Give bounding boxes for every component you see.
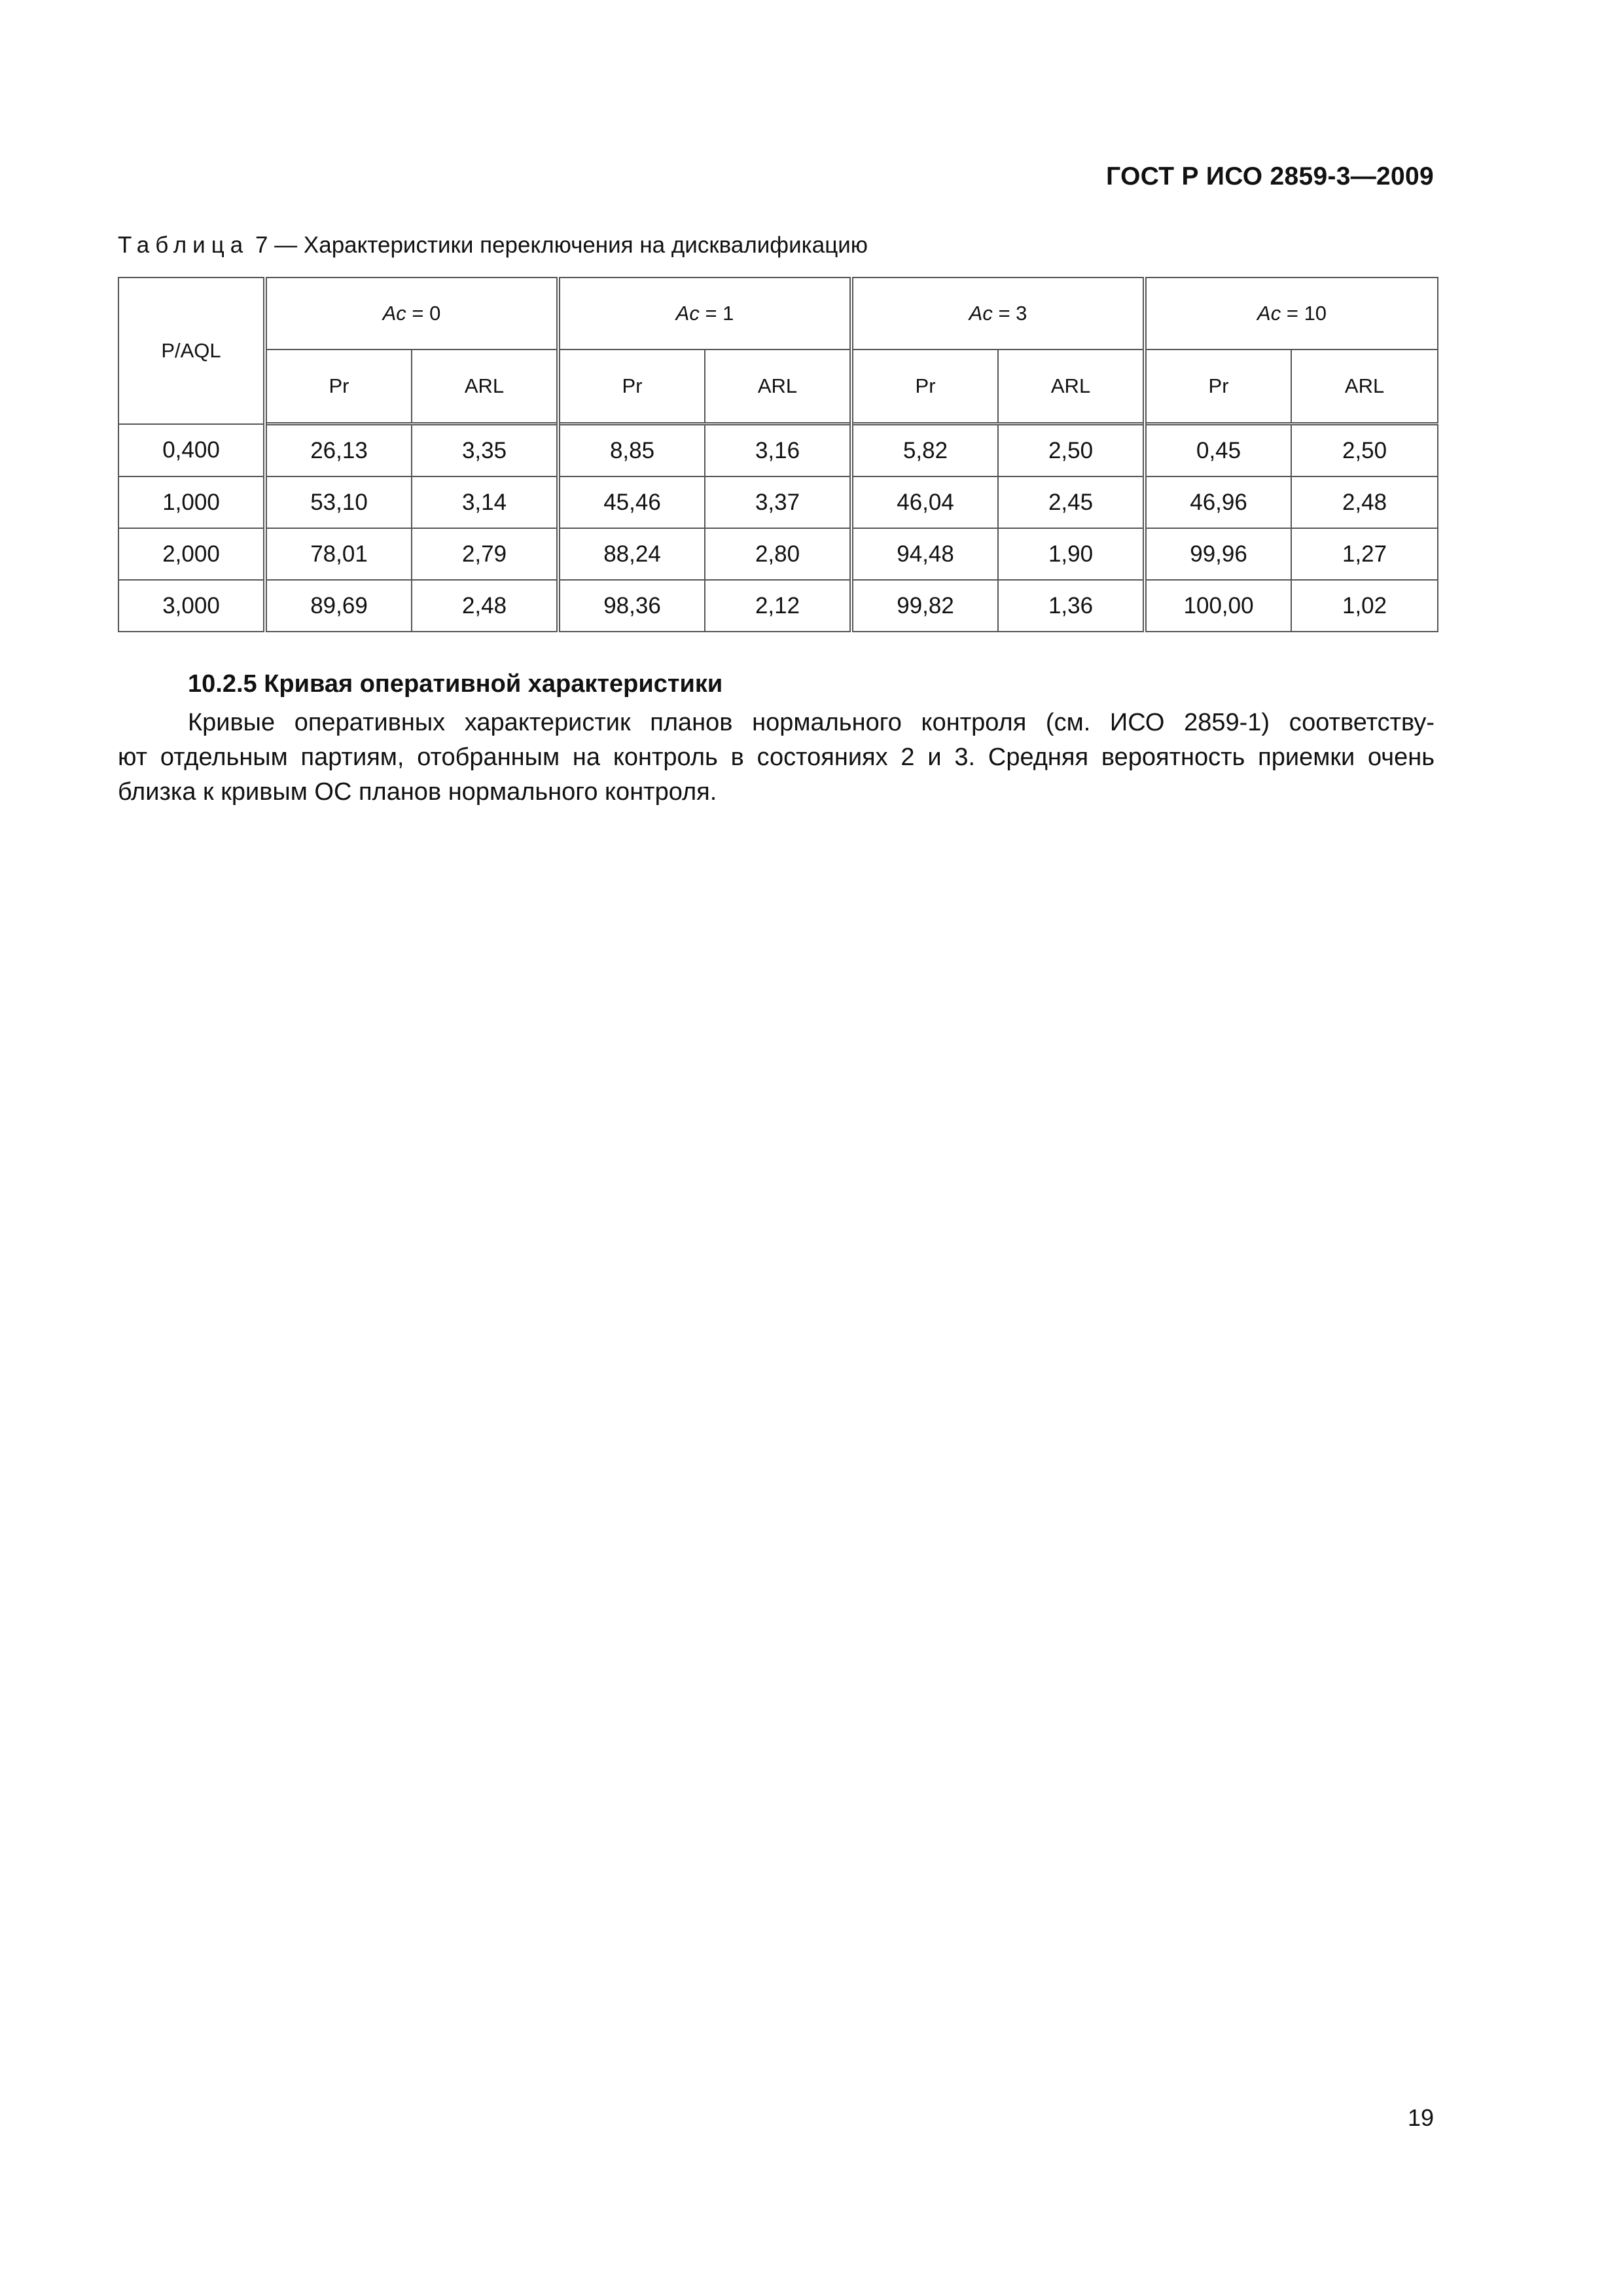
cell-value: 3,14 (412, 476, 558, 528)
group-header-ac-1: Ac = 1 (558, 278, 851, 350)
subheader-pr: Pr (265, 350, 412, 424)
paragraph-line: близка к кривым ОС планов нормального контроля. (118, 778, 717, 806)
cell-p-aql: 2,000 (118, 528, 265, 580)
subheader-arl: ARL (705, 350, 851, 424)
cell-value: 3,16 (705, 424, 851, 477)
table-row (118, 580, 1438, 632)
cell-value: 2,48 (412, 580, 558, 632)
subheader-arl: ARL (412, 350, 558, 424)
section-number: 10.2.5 (188, 670, 257, 698)
cell-value: 2,48 (1291, 476, 1438, 528)
cell-value: 53,10 (265, 476, 412, 528)
cell-value: 26,13 (265, 424, 412, 477)
cell-value: 2,50 (1291, 424, 1438, 477)
cell-value: 0,45 (1145, 424, 1291, 477)
paragraph-line: Кривые оперативных характеристик планов нормального контроля (см. ИСО 2859-1) соответству- (188, 709, 1435, 736)
table-caption-number: 7 (255, 232, 268, 258)
table-row (118, 476, 1438, 528)
cell-value: 78,01 (265, 528, 412, 580)
cell-p-aql: 3,000 (118, 580, 265, 632)
cell-value: 94,48 (851, 528, 998, 580)
table-row (118, 528, 1438, 580)
group-header-ac-10: Ac = 10 (1145, 278, 1438, 350)
cell-value: 1,36 (998, 580, 1145, 632)
subheader-arl: ARL (998, 350, 1145, 424)
paragraph-line: ют отдельным партиям, отобранным на контроль в состояниях 2 и 3. Средняя вероятность приемки очень (118, 744, 1435, 771)
cell-value: 99,82 (851, 580, 998, 632)
section-paragraph (118, 706, 1435, 810)
cell-value: 1,27 (1291, 528, 1438, 580)
section-heading (188, 670, 722, 698)
cell-value: 46,04 (851, 476, 998, 528)
page-number: 19 (1407, 2104, 1434, 2131)
cell-value: 2,45 (998, 476, 1145, 528)
table-caption-text: Характеристики переключения на дисквалификацию (303, 232, 868, 258)
cell-value: 98,36 (558, 580, 705, 632)
cell-value: 2,50 (998, 424, 1145, 477)
cell-value: 1,90 (998, 528, 1145, 580)
table-caption (118, 232, 868, 259)
switching-characteristics-table (118, 277, 1438, 632)
table-caption-dash: — (274, 232, 298, 258)
table-caption-label: Таблица (118, 232, 249, 258)
cell-value: 88,24 (558, 528, 705, 580)
cell-value: 8,85 (558, 424, 705, 477)
cell-value: 99,96 (1145, 528, 1291, 580)
subheader-pr: Pr (851, 350, 998, 424)
cell-value: 3,37 (705, 476, 851, 528)
subheader-arl: ARL (1291, 350, 1438, 424)
subheader-pr: Pr (1145, 350, 1291, 424)
cell-value: 100,00 (1145, 580, 1291, 632)
section-title: Кривая оперативной характеристики (264, 670, 723, 698)
cell-p-aql: 0,400 (118, 424, 265, 477)
group-header-ac-3: Ac = 3 (851, 278, 1145, 350)
page-header-standard: ГОСТ Р ИСО 2859-3—2009 (1106, 162, 1434, 190)
table-row (118, 424, 1438, 477)
row-header-p-aql: P/AQL (118, 278, 265, 424)
group-header-ac-0: Ac = 0 (265, 278, 558, 350)
cell-p-aql: 1,000 (118, 476, 265, 528)
cell-value: 2,80 (705, 528, 851, 580)
cell-value: 89,69 (265, 580, 412, 632)
cell-value: 2,12 (705, 580, 851, 632)
cell-value: 2,79 (412, 528, 558, 580)
cell-value: 46,96 (1145, 476, 1291, 528)
subheader-pr: Pr (558, 350, 705, 424)
cell-value: 3,35 (412, 424, 558, 477)
cell-value: 1,02 (1291, 580, 1438, 632)
cell-value: 45,46 (558, 476, 705, 528)
cell-value: 5,82 (851, 424, 998, 477)
